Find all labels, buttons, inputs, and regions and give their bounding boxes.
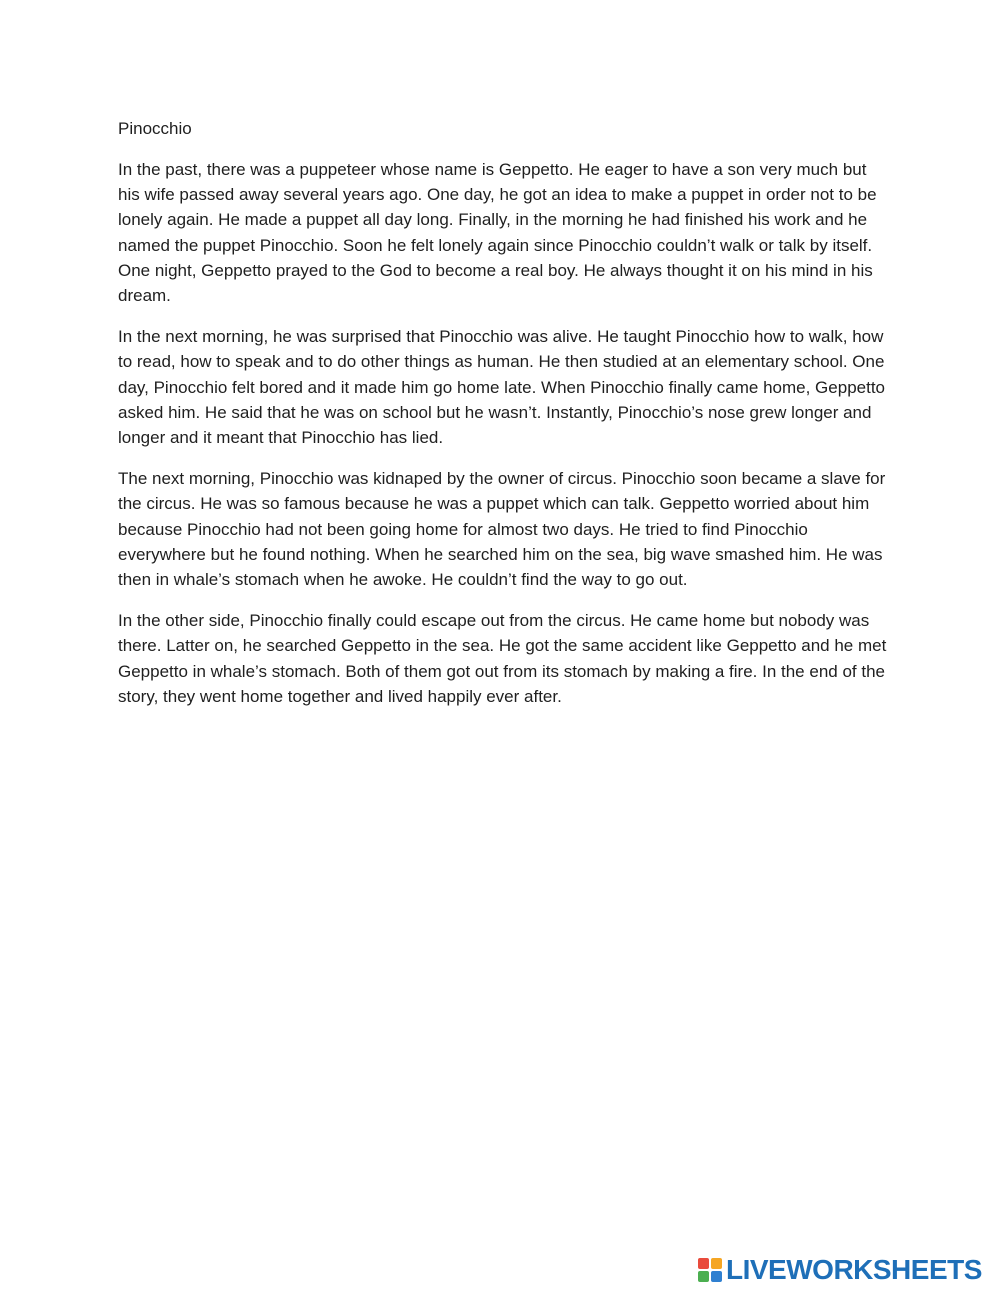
document-title: Pinocchio [118, 119, 192, 138]
logo-cell-blue [711, 1271, 722, 1282]
paragraph-1: In the past, there was a puppeteer whose name is Geppetto. He eager to have a son very much but his wife passed away several years ago. One day, he got an idea to make a puppet in order not to be lonely again. He made a puppet all day long. Finally, in the morning he had finished his work and he named the puppet Pinocchio. Soon he felt lonely again since Pinocchio couldn’t walk or talk by itself. One night, Geppetto prayed to the God to become a real boy. He always thought it on his mind in his dream. [118, 160, 877, 306]
liveworksheets-brand [698, 1254, 982, 1286]
logo-cell-orange [711, 1258, 722, 1269]
paragraph-2: In the next morning, he was surprised that Pinocchio was alive. He taught Pinocchio how to walk, how to read, how to speak and to do other things as human. He then studied at an elementary school. One day, Pinocchio felt bored and it made him go home late. When Pinocchio finally came home, Geppetto asked him. He said that he was on school but he wasn’t. Instantly, Pinocchio’s nose grew longer and longer and it meant that Pinocchio has lied. [118, 327, 886, 448]
document-page [118, 116, 888, 725]
liveworksheets-wordmark: LIVEWORKSHEETS [726, 1254, 982, 1285]
logo-cell-red [698, 1258, 709, 1269]
paragraph-4: In the other side, Pinocchio finally could escape out from the circus. He came home but nobody was there. Latter on, he searched Geppetto in the sea. He got the same accident like Geppetto and he met Geppetto in whale’s stomach. Both of them got out from its stomach by making a fire. In the end of the story, they went home together and lived happily ever after. [118, 611, 887, 706]
logo-cell-green [698, 1271, 709, 1282]
liveworksheets-logo-icon [698, 1258, 722, 1282]
paragraph-3: The next morning, Pinocchio was kidnaped by the owner of circus. Pinocchio soon became a slave for the circus. He was so famous because he was a puppet which can talk. Geppetto worried about him because Pinocchio had not been going home for almost two days. He tried to find Pinocchio everywhere but he found nothing. When he searched him on the sea, big wave smashed him. He was then in whale’s stomach when he awoke. He couldn’t find the way to go out. [118, 469, 886, 590]
